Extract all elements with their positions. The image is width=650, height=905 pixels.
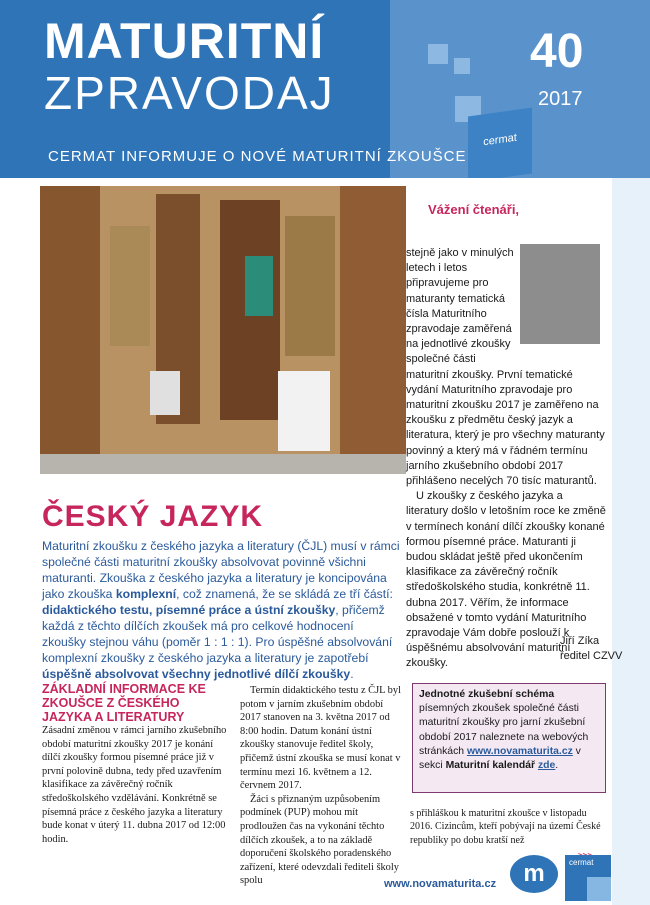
issue-number: 40	[530, 25, 584, 78]
masthead-title-line2: ZPRAVODAJ	[44, 67, 335, 119]
editorial-paragraph-1: stejně jako v minulých letech i letos připravujeme pro maturanty tematická čísla Maturitního zpravodaje zaměřená na jednotlivé zkoušky společné části maturitní zkoušky. První tematické vydání Maturitního zpravodaje pro maturitní zkoušku 2017 je zaměřeno na zkoušku z předmětu český jazyk a literatura, který je pro všechny maturanty povinný a který má v řádném termínu jarního zkušebního období 2017 přihlášeno necelých 70 tisíc maturantů.	[406, 247, 605, 488]
cermat-cube-logo: cermat	[468, 108, 532, 178]
masthead-title-line1: MATURITNÍ	[44, 13, 325, 69]
article-column-1: Zásadní změnou v rámci jarního zkušebního období maturitní zkoušky 2017 je konání dílčí zkoušky formou písemné práce již v první polovině dubna, tedy před uzavřením klasifikace za závěrečný ročník středoškolského vzdělávání. Konkrétně se písemná práce z českého jazyka a literatury bude konat v úterý 11. dubna 2017 od 12:00 hodin.	[42, 725, 227, 845]
exam-schedule-note: Jednotné zkušební schéma písemných zkoušek společné části maturitní zkoušky pro jarní zkušební období 2017 naleznete na webových stránkách www.novamaturita.cz v sekci Maturitní kalendář zde.	[412, 683, 606, 793]
right-margin-strip	[612, 178, 650, 905]
signature-role: ředitel CZVV	[560, 650, 623, 662]
editorial-paragraph-2: U zkoušky z českého jazyka a literatury došlo v letošním roce ke změně v termínech konání dílčí zkoušky konané formou písemné práce. Maturanti ji budou skládat ještě před ukončením klasifikace za závěrečný ročník středoškolského studia, konkrétně 11. dubna 2017. Věřím, že informace obsažené v tomto vydání Maturitního zpravodaje Vám dobře poslouží k úspěšnému absolvování maturitní zkoušky.	[406, 490, 606, 670]
article-lead: Maturitní zkoušku z českého jazyka a literatury (ČJL) musí v rámci společné části maturitní zkoušky absolvovat povinně všichni maturanti. Zkouška z českého jazyka a literatury je koncipována jako zkouška komplexní, což znamená, že se skládá ze tří částí: didaktického testu, písemné práce a ústní zkoušky, přičemž každá z těchto dílčích zkoušek má pro celkové hodnocení zkoušky stejnou váhu (poměr 1 : 1 : 1). Pro úspěšné absolvování komplexní zkoušky z českého jazyka a literatury je zapotřebí úspěšně absolvovat všechny jednotlivé dílčí zkoušky.	[42, 539, 400, 681]
issue-year: 2017	[538, 88, 583, 110]
editorial-signature	[560, 634, 622, 664]
editorial-body	[406, 246, 606, 672]
masthead-tagline: CERMAT INFORMUJE O NOVÉ MATURITNÍ ZKOUŠCE	[48, 148, 467, 165]
decorative-cube	[454, 58, 470, 74]
signature-name: Jiří Zíka	[560, 635, 600, 647]
library-students-photo	[40, 186, 406, 474]
article-subheading: ZÁKLADNÍ INFORMACE KE ZKOUŠCE Z ČESKÉHO JAZYKA A LITERATURY	[42, 682, 206, 724]
masthead	[0, 0, 650, 178]
footer-url[interactable]: www.novamaturita.cz	[384, 878, 497, 890]
here-link[interactable]: zde	[537, 760, 556, 772]
article-column-3: s přihláškou k maturitní zkoušce v listopadu 2016. Cizincům, kteří pobývají na území České republiky po dobu kratší než	[410, 808, 601, 846]
article-title: ČESKÝ JAZYK	[42, 500, 264, 533]
article-column-2: Termín didaktického testu z ČJL byl potom v jarním zkušebním období 2017 stanoven na 3. května 2017 od 8:00 hodin. Datum konání ústní zkoušky stanovuje ředitel školy, přičemž ústní zkouška se musí konat v termínu mezi 16. květnem a 12. červnem 2017. Žáci s přiznaným uzpůsobením podmínek (PUP) mohou mít prodloužen čas na vykonání těchto dílčích zkoušek, a to na základě doporučení školského poradenského zařízení, které odevzdali řediteli školy spolu	[240, 685, 401, 887]
novamaturita-link[interactable]: www.novamaturita.cz	[466, 745, 573, 757]
editorial-greeting: Vážení čtenáři,	[428, 202, 520, 217]
cermat-logo: cermat	[565, 855, 611, 901]
novamaturita-logo: m	[510, 855, 558, 893]
decorative-cube	[428, 44, 448, 64]
